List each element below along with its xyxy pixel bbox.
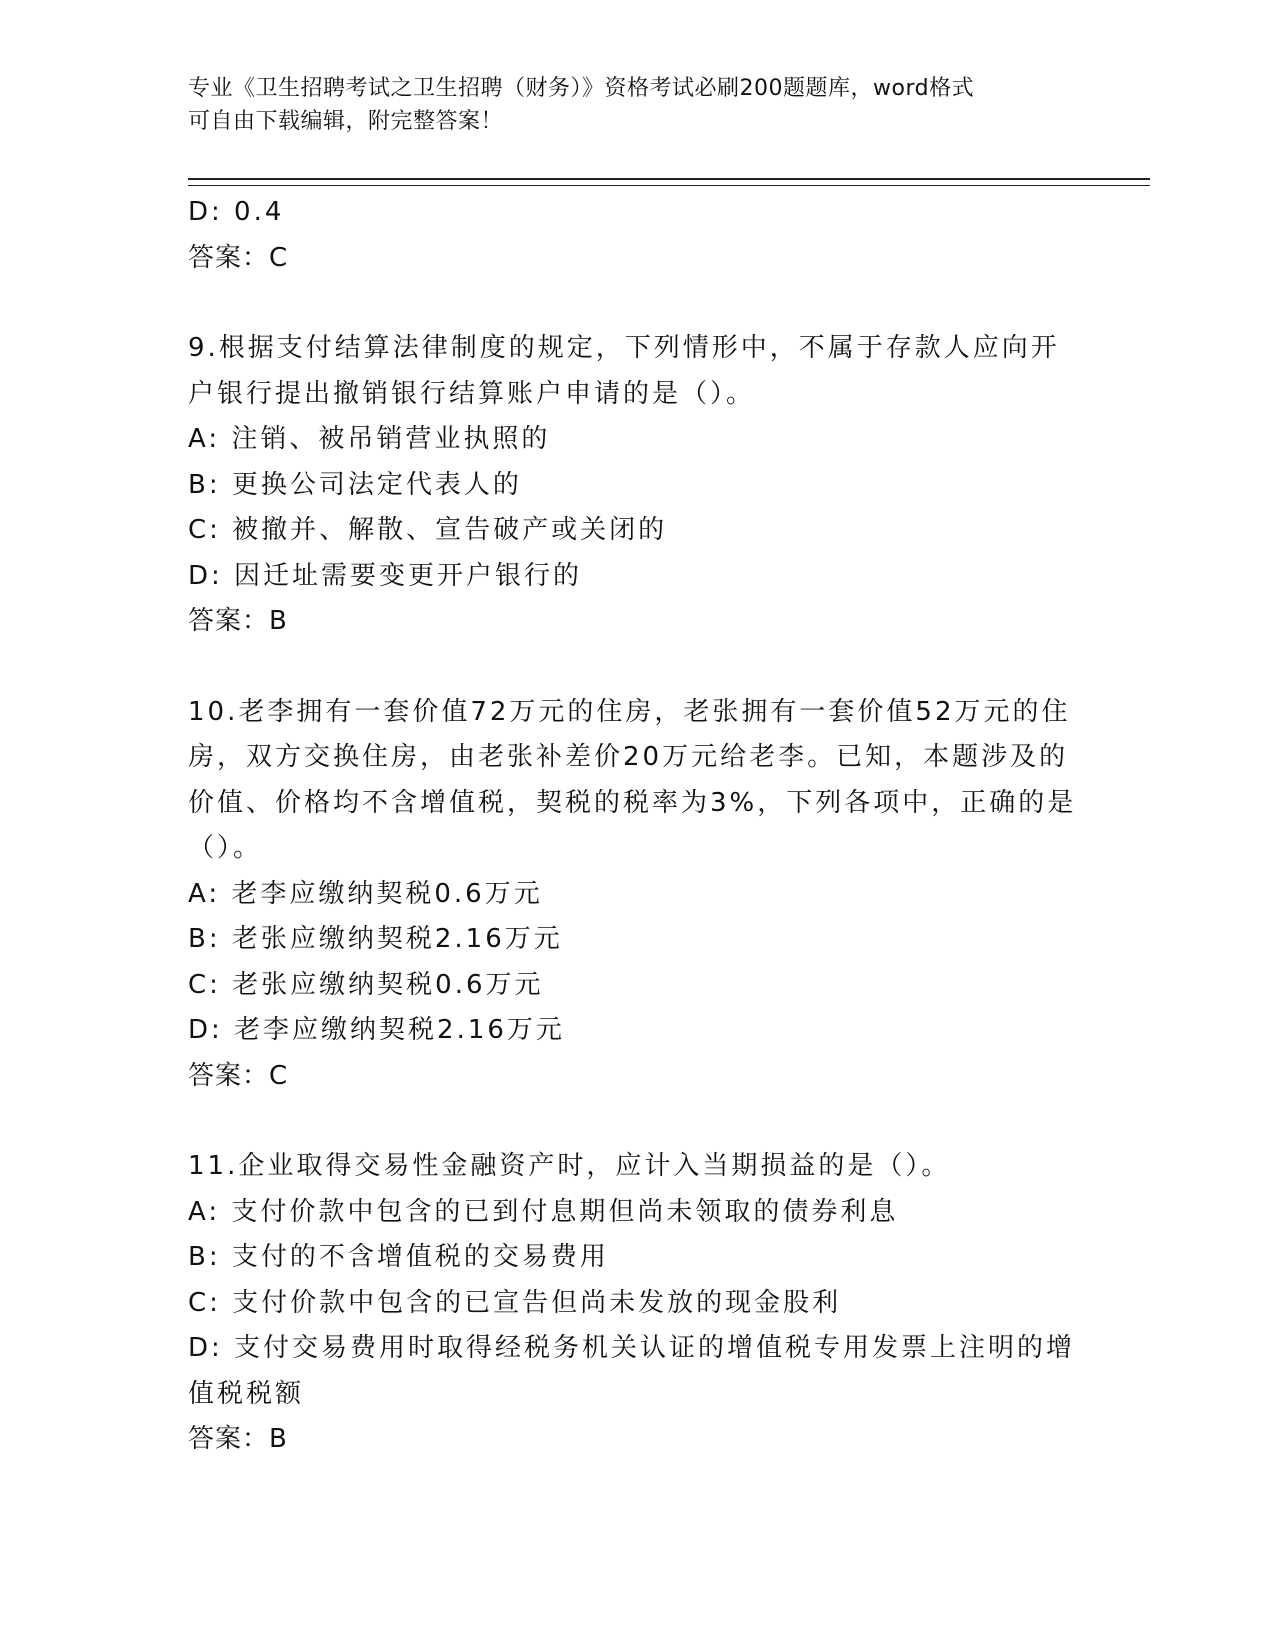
question-10 <box>188 690 1078 1100</box>
option-c: C: 被撤并、解散、宣告破产或关闭的 <box>188 515 668 545</box>
option-c: C: 老张应缴纳契税0.6万元 <box>188 969 544 1000</box>
header-divider <box>188 178 1150 186</box>
option-b: B: 老张应缴纳契税2.16万元 <box>188 924 563 954</box>
answer: 答案：B <box>188 1424 288 1454</box>
option-d: D: 老李应缴纳契税2.16万元 <box>188 1015 565 1045</box>
option-a: A: 支付价款中包含的已到付息期但尚未领取的债券利息 <box>188 1196 899 1227</box>
option-d-continued: 值税税额 <box>188 1378 305 1409</box>
question-11 <box>188 1144 1078 1463</box>
header-line-2: 可自由下载编辑，附完整答案！ <box>188 109 504 134</box>
option-d: D: 支付交易费用时取得经税务机关认证的增值税专用发票上注明的增 <box>188 1333 1076 1363</box>
question-stem-line: 房，双方交换住房，由老张补差价20万元给老李。已知，本题涉及的 <box>188 742 1069 772</box>
answer: 答案：C <box>188 1060 289 1091</box>
question-stem-line: 价值、价格均不含增值税，契税的税率为3%，下列各项中，正确的是 <box>188 787 1077 818</box>
option-a: A: 注销、被吊销营业执照的 <box>188 424 551 454</box>
question-stem-line: 户银行提出撤销银行结算账户申请的是（）。 <box>188 378 756 409</box>
question-stem-line: 9.根据支付结算法律制度的规定，下列情形中，不属于存款人应向开 <box>188 333 1060 363</box>
answer: 答案：B <box>188 606 288 636</box>
question-stem-line: 11.企业取得交易性金融资产时，应计入当期损益的是（）。 <box>188 1151 951 1181</box>
question-stem-line: 10.老李拥有一套价值72万元的住房，老张拥有一套价值52万元的住 <box>188 696 1071 727</box>
question-9 <box>188 326 1078 645</box>
option-d: D: 0.4 <box>188 197 285 227</box>
option-b: B: 更换公司法定代表人的 <box>188 469 522 500</box>
option-d: D: 因迁址需要变更开户银行的 <box>188 560 583 591</box>
option-c: C: 支付价款中包含的已宣告但尚未发放的现金股利 <box>188 1287 842 1318</box>
header-line-1: 专业《卫生招聘考试之卫生招聘（财务）》资格考试必刷200题题库，word格式 <box>188 76 975 101</box>
option-a: A: 老李应缴纳契税0.6万元 <box>188 878 543 909</box>
question-stem-line: （）。 <box>188 833 263 863</box>
answer: 答案：C <box>188 242 289 273</box>
page-header <box>188 72 1068 138</box>
document-body <box>188 190 1078 1463</box>
option-b: B: 支付的不含增值税的交易费用 <box>188 1242 609 1272</box>
